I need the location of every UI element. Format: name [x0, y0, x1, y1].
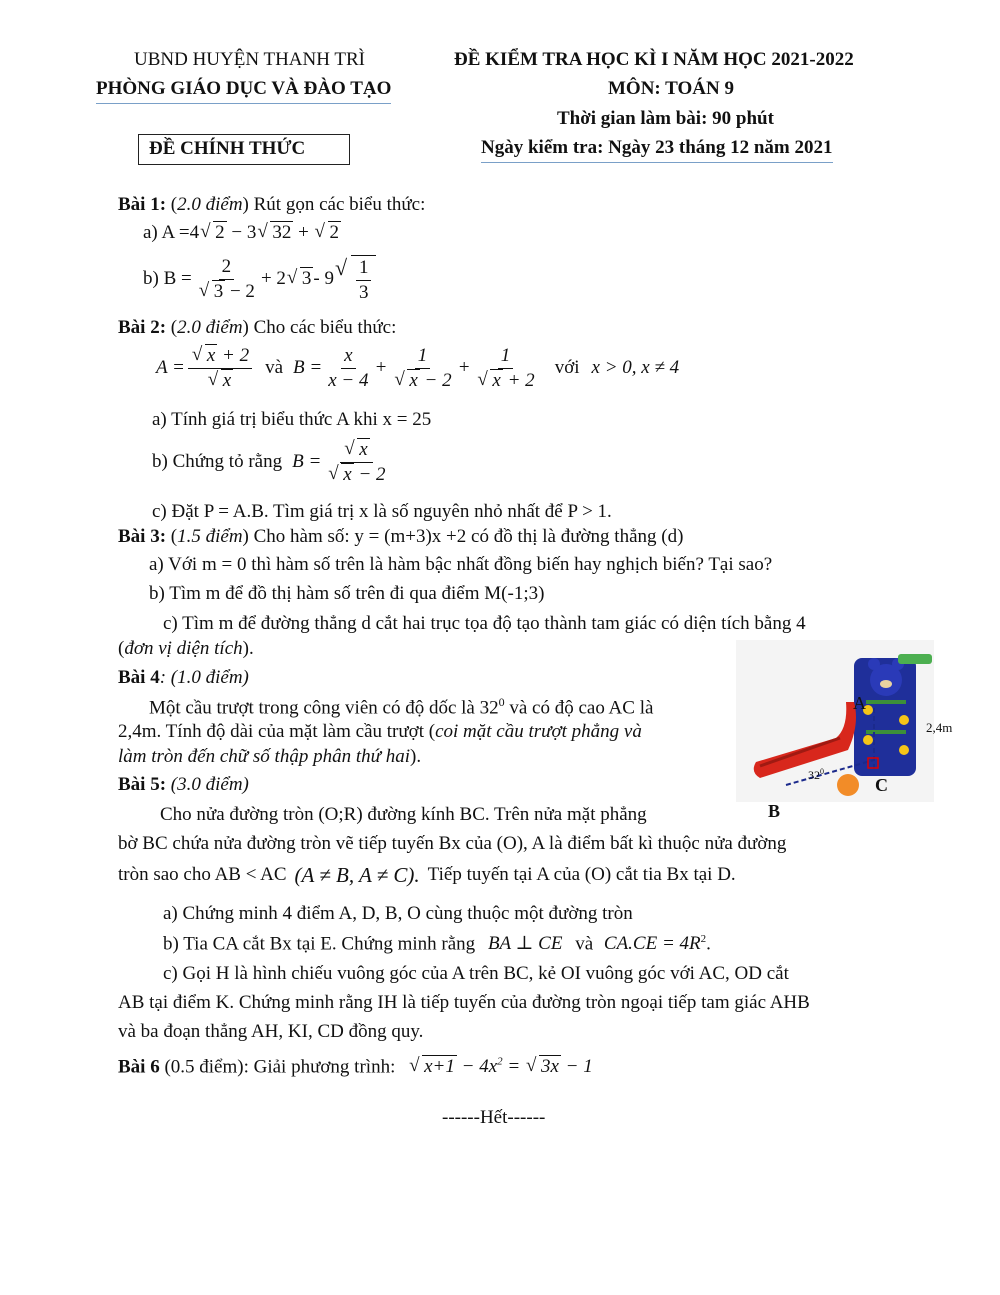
bai3-heading: Bài 3: (1.5 điểm) Cho hàm số: y = (m+3)x +2 có đồ thị là đường thẳng (d) [118, 526, 684, 547]
slide-figure [736, 640, 934, 802]
exam-title: ĐỀ KIỂM TRA HỌC KÌ I NĂM HỌC 2021-2022 [454, 49, 854, 70]
fig-label-c: C [875, 775, 888, 795]
bai3-b: b) Tìm m để đồ thị hàm số trên đi qua điểm M(-1;3) [149, 583, 545, 604]
fig-height-label: 2,4m [926, 720, 953, 735]
bai6-title: Bài 6 [118, 1056, 160, 1078]
fig-angle-label: $32^0$ [808, 767, 824, 782]
duration: Thời gian làm bài: 90 phút [557, 108, 774, 129]
bai3-prompt: Cho hàm số: y = (m+3)x +2 có đồ thị là đường thẳng (d) [253, 526, 684, 547]
bai6-text: (0.5 điểm): Giải phương trình: [164, 1056, 396, 1078]
bai3-c-unit: (đơn vị diện tích). [118, 638, 254, 659]
bai3-title: Bài 3: [118, 526, 167, 547]
bai4-line1: Một cầu trượt trong công viên có độ dốc là $32^0$ và có độ cao AC là [149, 695, 654, 719]
bai6-equation: √ $x+1 - 4x^2$ = √ 3x − 1 [408, 1056, 593, 1077]
bai4-line3: làm tròn đến chữ số thập phân thứ hai). [118, 746, 422, 767]
bai4-heading [118, 666, 249, 691]
bai2-heading: Bài 2: (2.0 điểm) Cho các biểu thức: [118, 317, 397, 338]
bai5-line2: bờ BC chứa nửa đường tròn vẽ tiếp tuyến Bx của (O), A là điểm bất kì thuộc nửa đường [118, 833, 787, 854]
exam-date: Ngày kiểm tra: Ngày 23 tháng 12 năm 2021 [481, 136, 833, 163]
bai1-points: 2.0 điểm [177, 194, 243, 215]
bai3-points: 1.5 điểm [177, 526, 243, 547]
bai2-points: 2.0 điểm [177, 317, 243, 338]
bai4-points: : (1.0 điểm) [159, 667, 249, 688]
bai5-points: (3.0 điểm) [170, 774, 249, 795]
official-box: ĐỀ CHÍNH THỨC [138, 134, 350, 165]
bai5-c1: c) Gọi H là hình chiếu vuông góc của A trên BC, kẻ OI vuông góc với AC, OD cắt [163, 963, 789, 984]
end-marker: ------Hết------ [442, 1107, 546, 1128]
bai6 [118, 1055, 593, 1080]
subject: MÔN: TOÁN 9 [608, 78, 734, 99]
bai4-title: Bài 4 [118, 667, 160, 688]
bai1-a: a) A =4√ 2 − 3√ 32 + √ 2 [143, 221, 341, 246]
bai1-title: Bài 1: [118, 194, 167, 215]
bai3-c: c) Tìm m để đường thẳng d cắt hai trục tọa độ tạo thành tam giác có diện tích bằng 4 [163, 613, 806, 634]
bai2-b: b) Chứng tỏ rằng B = √ x √ x − 2 [152, 438, 392, 487]
slide-illustration [736, 640, 934, 802]
bai5-c2: AB tại điểm K. Chứng minh rằng IH là tiếp tuyến của đường tròn ngoại tiếp tam giác AHB [118, 992, 810, 1013]
bai5-b: b) Tia CA cắt Bx tại E. Chứng minh rằng BA ⊥ CE và $CA.CE = 4R^2$. [163, 933, 711, 955]
dept-line-1: UBND HUYỆN THANH TRÌ [134, 49, 365, 70]
bai5-a: a) Chứng minh 4 điểm A, D, B, O cùng thuộc một đường tròn [163, 903, 633, 924]
bai1-prompt: Rút gọn các biểu thức: [253, 194, 426, 215]
bai5-line3: tròn sao cho AB < AC (A ≠ B, A ≠ C). Tiếp tuyến tại A của (O) cắt tia Bx tại D. [118, 863, 736, 887]
bai4-line2: 2,4m. Tính độ dài của mặt làm cầu trượt (coi mặt cầu trượt phẳng và [118, 721, 642, 742]
bai2-expressions: A = √ x + 2 √ x và B = $\frac{x}{x - 4}$ + 1 √ x − 2 + 1 √ x + 2 với x > 0, x ≠ 4 [156, 344, 679, 393]
bai5-c3: và ba đoạn thẳng AH, KI, CD đồng quy. [118, 1021, 424, 1042]
fig-label-b: B [768, 801, 781, 821]
bai5-line1: Cho nửa đường tròn (O;R) đường kính BC. Trên nửa mặt phẳng [160, 804, 647, 825]
dept-line-2: PHÒNG GIÁO DỤC VÀ ĐÀO TẠO [96, 77, 391, 104]
bai2-c: c) Đặt P = A.B. Tìm giá trị x là số nguyên nhỏ nhất để P > 1. [152, 501, 612, 522]
bai5-heading [118, 773, 249, 798]
bai2-prompt: Cho các biểu thức: [253, 317, 397, 338]
bai2-title: Bài 2: [118, 317, 167, 338]
bai2-a: a) Tính giá trị biểu thức A khi x = 25 [152, 409, 432, 430]
bai1-b: b) B = 2 √ 3 − 2 + 2 √ 3 - 9 √ $\frac{1}{3}$ [143, 255, 376, 305]
bai1-heading: Bài 1: (2.0 điểm) Rút gọn các biểu thức: [118, 194, 426, 215]
bai3-a: a) Với m = 0 thì hàm số trên là hàm bậc nhất đồng biến hay nghịch biến? Tại sao? [149, 554, 773, 575]
bai5-title: Bài 5: [118, 774, 167, 795]
fig-label-a: A [853, 693, 866, 713]
